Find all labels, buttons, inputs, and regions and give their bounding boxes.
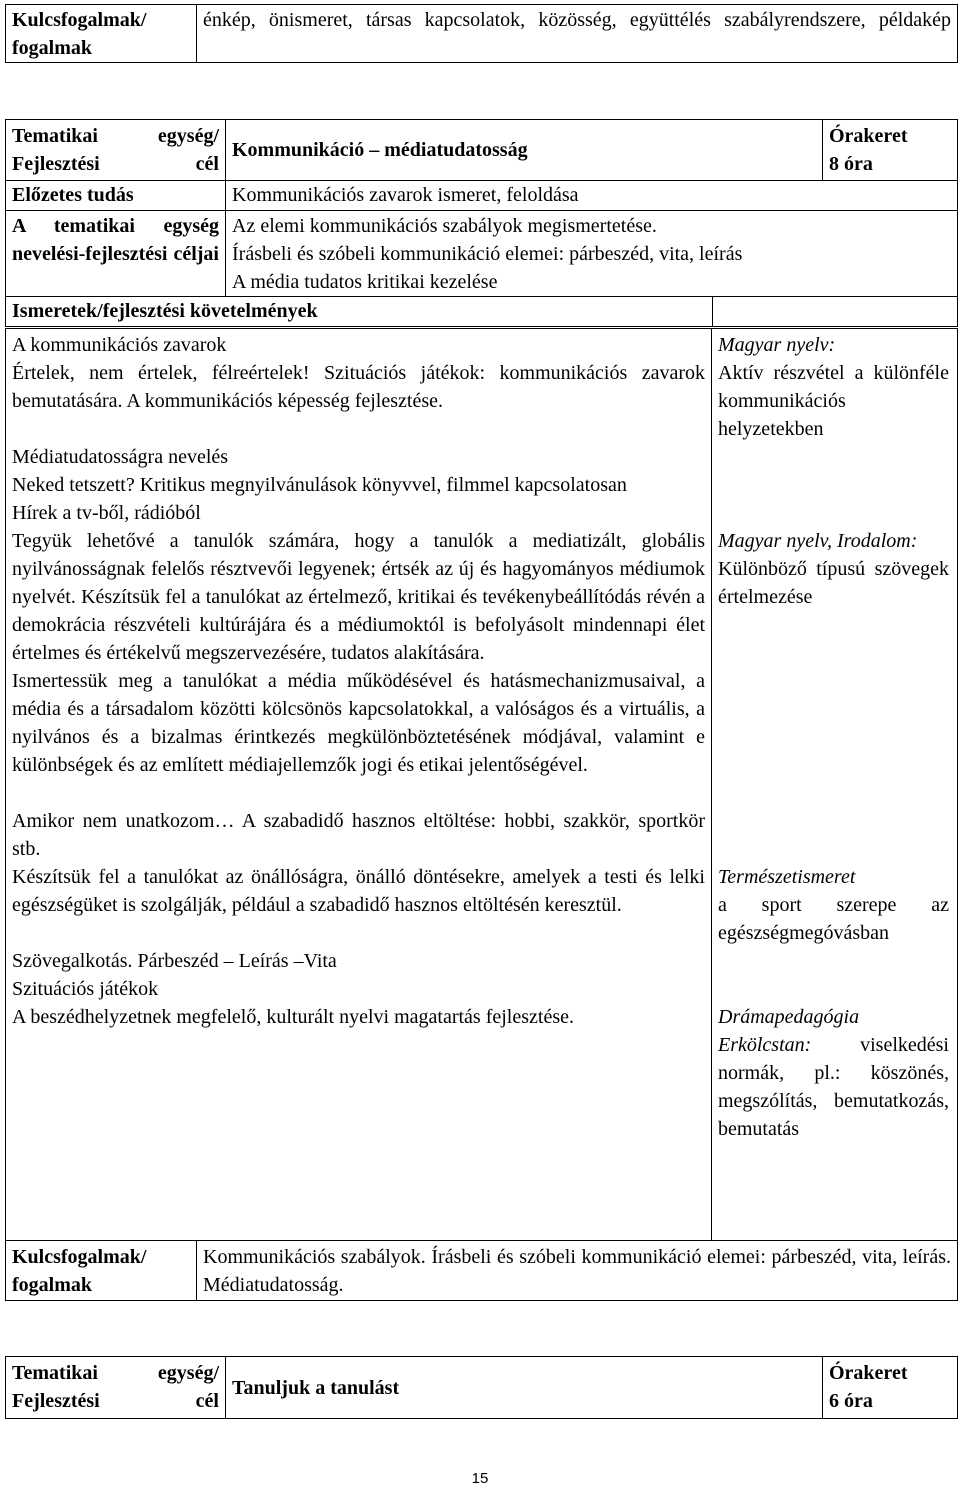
prior-knowledge-label: Előzetes tudás xyxy=(6,181,226,211)
connection-text: Aktív részvétel a különféle kommunikációs helyzetekben xyxy=(718,362,949,440)
req-title: A kommunikációs zavarok xyxy=(12,334,227,356)
req-title: Szövegalkotás. Párbeszéd – Leírás –Vita xyxy=(12,950,337,972)
goals-label: A tematikai egység nevelési-fejlesztési céljai xyxy=(6,211,226,297)
goal-line: Írásbeli és szóbeli kommunikáció elemei: párbeszéd, vita, leírás xyxy=(232,243,743,265)
next-hours-label: Órakeret xyxy=(829,1362,908,1384)
connection-subject: Magyar nyelv: xyxy=(718,334,836,356)
hours-cell xyxy=(823,120,958,181)
hours-value: 8 óra xyxy=(829,153,873,175)
goal-line: A média tudatos kritikai kezelése xyxy=(232,271,498,293)
connection-text: a sport szerepe az egészségmegóvásban xyxy=(718,894,949,944)
content-table xyxy=(5,328,958,1241)
next-hours-cell xyxy=(823,1357,958,1419)
next-unit-title-label: Tematikai egység/ Fejlesztési cél xyxy=(6,1357,226,1419)
requirements-cell xyxy=(6,329,712,1241)
bottom-keywords-label: Kulcsfogalmak/ fogalmak xyxy=(6,1241,197,1301)
bottom-keywords-table xyxy=(5,1240,958,1301)
goal-line: Az elemi kommunikációs szabályok megismertetése. xyxy=(232,215,657,237)
req-text: Készítsük fel a tanulókat az önállóságra, önálló döntésekre, amelyek a testi és lelki egészségüket is szolgálják, például a szabadidő hasznos eltöltésén keresztül. xyxy=(12,866,705,916)
req-text: Ismertessük meg a tanulókat a média működésével és hatásmechanizmusaival, a média és a társadalom közötti kölcsönös kapcsolatokkal, a valóságos és a virtuális, a nyilvános és a bizalmas érintkezés megkülönböztetésének módjával, valamint e különbségek és az említett médiajellemzők jogi és etikai jelentőségével. xyxy=(12,670,705,776)
req-text: Amikor nem unatkozom… A szabadidő hasznos eltöltése: hobbi, szakkör, sportkör stb. xyxy=(12,810,705,860)
req-text: Értelek, nem értelek, félreértelek! Szituációs játékok: kommunikációs zavarok bemutatására. A kommunikációs képesség fejlesztése. xyxy=(12,362,705,412)
connection-ethics xyxy=(718,1031,949,1143)
connection-subject: Erkölcstan: xyxy=(718,1034,812,1056)
req-text: A beszédhelyzetnek megfelelő, kulturált nyelvi magatartás fejlesztése. xyxy=(12,1006,574,1028)
bottom-keywords-text: Kommunikációs szabályok. Írásbeli és szóbeli kommunikáció elemei: párbeszéd, vita, leírás. Médiatudatosság. xyxy=(203,1246,951,1296)
connection-subject: Drámapedagógia xyxy=(718,1006,860,1028)
connections-header xyxy=(713,297,958,327)
top-keywords-value: énkép, önismeret, társas kapcsolatok, közösség, együttélés szabályrendszere, példakép xyxy=(197,5,958,63)
unit-title-value: Kommunikáció – médiatudatosság xyxy=(226,120,823,181)
hours-label: Órakeret xyxy=(829,125,908,147)
requirements-header: Ismeretek/fejlesztési követelmények xyxy=(6,297,713,327)
unit-title-label: Tematikai egység/ Fejlesztési cél xyxy=(6,120,226,181)
req-text: Neked tetszett? Kritikus megnyilvánulások könyvvel, filmmel kapcsolatosan xyxy=(12,474,627,496)
req-text: Tegyük lehetővé a tanulók számára, hogy a tanulók a mediatizált, globális nyilvánosságnak felelős résztvevői legyenek; értsék az új és hagyományos médiumok nyelvét. Készítsük fel a tanulókat az értelmező, kritikai és tevékenybeállítódás révén a demokrácia részvételi kultúrájára és a médiumoktól is befolyásolt mindennapi élet értelmes és értékelvű megszervezésére, tudatos alakítására. xyxy=(12,530,705,664)
next-unit-table xyxy=(5,1356,958,1419)
page-number: 15 xyxy=(471,1470,489,1487)
req-title: Médiatudatosságra nevelés xyxy=(12,446,229,468)
req-text: Hírek a tv-ből, rádióból xyxy=(12,502,201,524)
prior-knowledge-value: Kommunikációs zavarok ismeret, feloldása xyxy=(226,181,958,211)
connection-text: Különböző típusú szövegek értelmezése xyxy=(718,558,949,608)
bottom-keywords-value xyxy=(197,1241,958,1301)
connection-subject: Természetismeret xyxy=(718,866,856,888)
goals-value xyxy=(226,211,958,297)
next-unit-title-value: Tanuljuk a tanulást xyxy=(226,1357,823,1419)
connection-subject: Magyar nyelv, Irodalom: xyxy=(718,530,918,552)
top-keywords-table xyxy=(5,4,958,63)
connections-cell xyxy=(712,329,958,1241)
connection-text: viselkedési normák, pl.: köszönés, megszólítás, bemutatkozás, bemutatás xyxy=(718,1034,949,1140)
next-hours-value: 6 óra xyxy=(829,1390,873,1412)
top-keywords-label: Kulcsfogalmak/ fogalmak xyxy=(6,5,197,63)
req-text: Szituációs játékok xyxy=(12,978,159,1000)
unit-table xyxy=(5,119,958,327)
